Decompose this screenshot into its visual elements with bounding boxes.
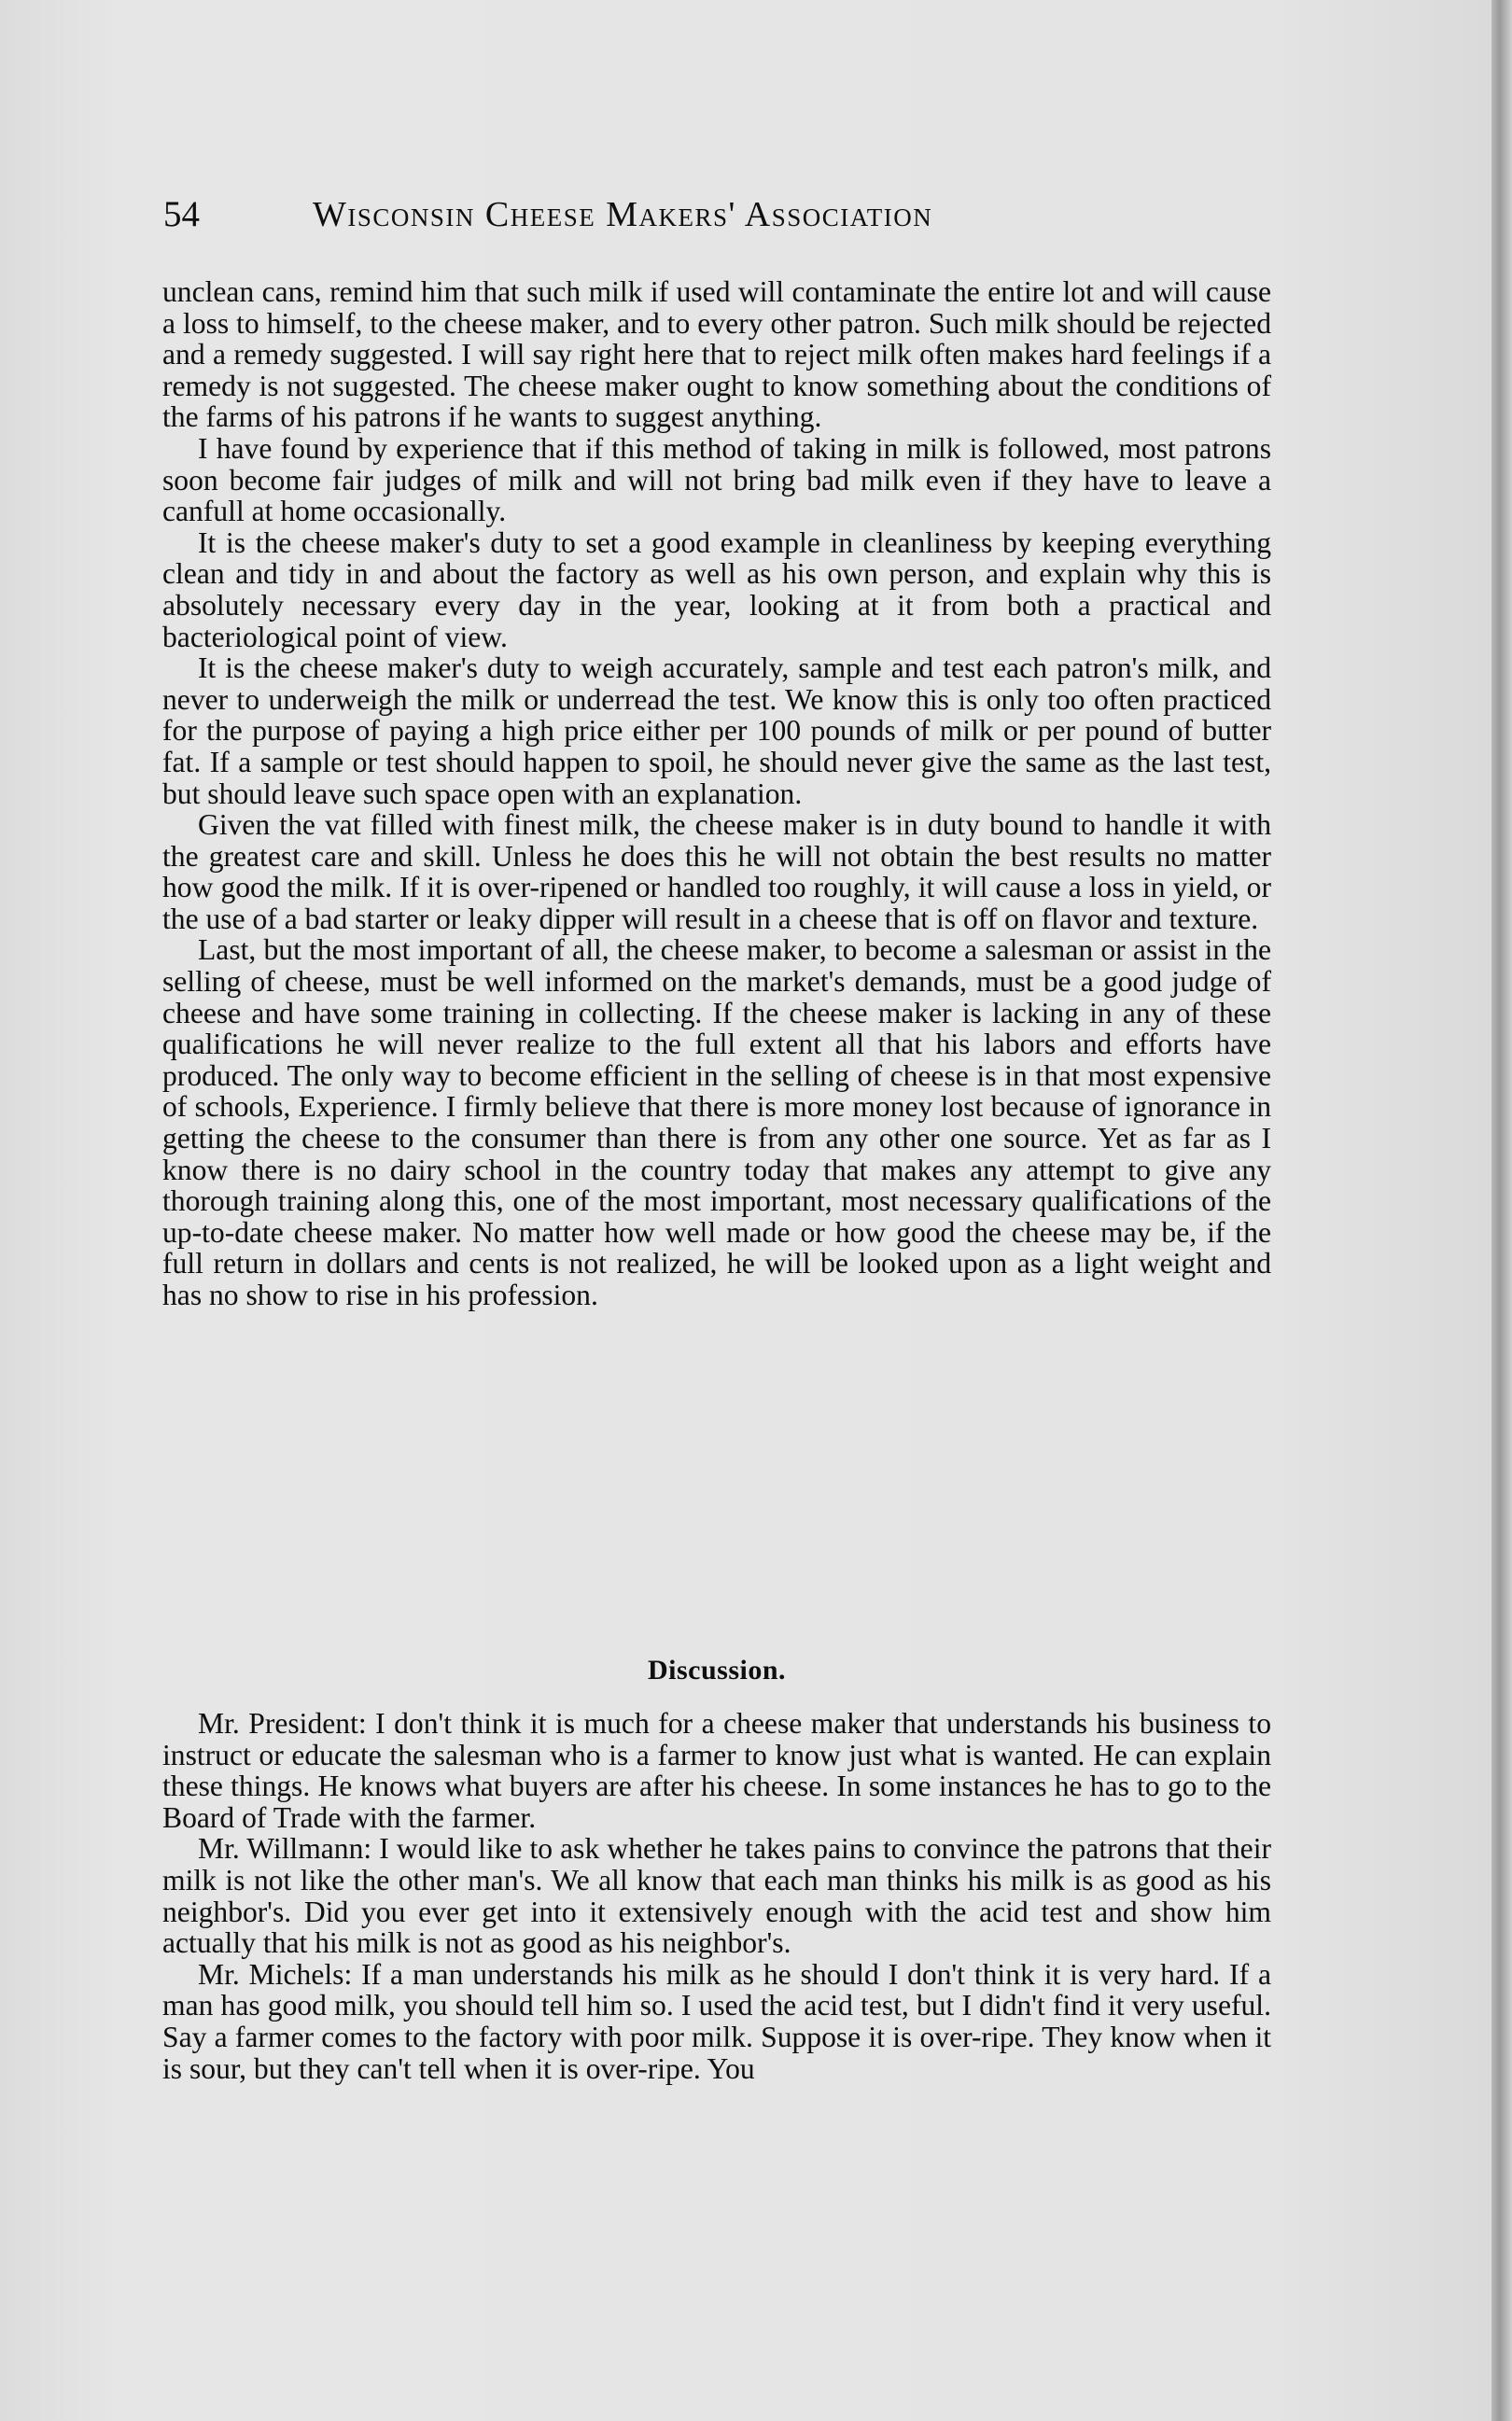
discussion-entry (162, 1708, 1271, 1833)
discussion-section (162, 1708, 1271, 2084)
speaker-name: Mr. Willmann: (198, 1832, 372, 1866)
speaker-name: Mr. President: (198, 1707, 367, 1740)
page-edge (1491, 0, 1512, 2421)
running-title: Wisconsin Cheese Makers' Association (313, 195, 933, 234)
paragraph: Given the vat filled with finest milk, the cheese maker is in duty bound to handle it with the greatest care and skill. Unless he does this he will not obtain the best results no matter how good the milk. If it is over-ripened or handled too roughly, it will cause a loss in yield, or the use of a bad starter or leaky dipper will result in a cheese that is off on flavor and texture. (162, 808, 1271, 935)
speech-text: I don't think it is much for a cheese maker that understands his business to instruct or educate the salesman who is a farmer to know just what is wanted. He can explain these things. He knows what buyers are after his cheese. In some instances he has to go to the Board of Trade with the farmer. (162, 1707, 1271, 1834)
discussion-heading: Discussion. (647, 1655, 787, 1686)
discussion-entry (162, 1959, 1271, 2084)
paragraph: unclean cans, remind him that such milk if used will contaminate the entire lot and will cause a loss to himself, to the cheese maker, and to every other patron. Such milk should be rejected and a remedy suggested. I will say right here that to reject milk often makes hard feelings if a remedy is not suggested. The cheese maker ought to know something about the conditions of the farms of his patrons if he wants to suggest anything. (162, 275, 1271, 434)
page-header (163, 191, 1274, 247)
paragraph: Last, but the most important of all, the cheese maker, to become a salesman or assist in the selling of cheese, must be well informed on the market's demands, must be a good judge of cheese and have some training in collecting. If the cheese maker is lacking in any of these qualifications he will never realize to the full extent all that his labors and efforts have produced. The only way to become efficient in the selling of cheese is in that most expensive of schools, Experience. I firmly believe that there is more money lost because of ignorance in getting the cheese to the consumer than there is from any other one source. Yet as far as I know there is no dairy school in the country today that makes any attempt to give any thorough training along this, one of the most important, most necessary qualifications of the up-to-date cheese maker. No matter how well made or how good the cheese may be, if the full return in dollars and cents is not realized, he will be looked upon as a light weight and has no show to rise in his profession. (162, 933, 1271, 1311)
discussion-entry (162, 1833, 1271, 1958)
speech-text: If a man understands his milk as he should I don't think it is very hard. If a man has good milk, you should tell him so. I used the acid test, but I didn't find it very useful. Say a farmer comes to the factory with poor milk. Suppose it is over-ripe. They know when it is sour, but they can't tell when it is over-ripe. You (162, 1957, 1271, 2085)
paragraph: It is the cheese maker's duty to set a good example in cleanliness by keeping everything clean and tidy in and about the factory as well as his own person, and explain why this is absolutely necessary every day in the year, looking at it from both a practical and bacteriological point of view. (162, 525, 1271, 653)
paragraph: I have found by experience that if this method of taking in milk is followed, most patrons soon become fair judges of milk and will not bring bad milk even if they have to leave a canfull at home occasionally. (162, 431, 1271, 528)
speaker-name: Mr. Michels: (198, 1957, 353, 1991)
body-text (162, 276, 1271, 1311)
page-number: 54 (163, 194, 200, 234)
paragraph: It is the cheese maker's duty to weigh accurately, sample and test each patron's milk, and never to underweigh the milk or underread the test. We know this is only too often practiced for the purpose of paying a high price either per 100 pounds of milk or per pound of butter fat. If a sample or test should happen to spoil, he should never give the same as the last test, but should leave such space open with an explanation. (162, 651, 1271, 810)
speech-text: I would like to ask whether he takes pains to convince the patrons that their milk is not like the other man's. We all know that each man thinks his milk is as good as his neighbor's. Did you ever get into it extensively enough with the acid test and show him actually that his milk is not as good as his neighbor's. (162, 1832, 1272, 1960)
